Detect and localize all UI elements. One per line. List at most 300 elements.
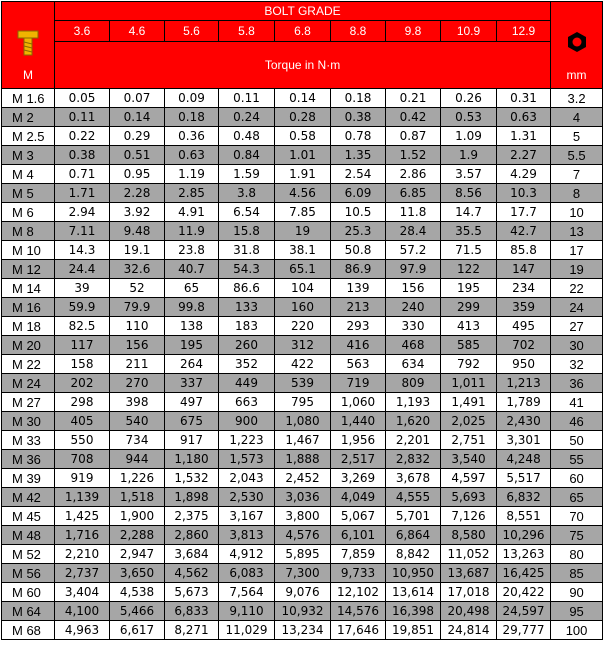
- torque-cell: 0.21: [386, 89, 441, 108]
- torque-cell: 1.9: [441, 146, 497, 165]
- torque-cell: 398: [110, 393, 165, 412]
- torque-cell: 337: [165, 374, 219, 393]
- torque-cell: 0.48: [219, 127, 275, 146]
- torque-cell: 211: [110, 355, 165, 374]
- torque-cell: 330: [386, 317, 441, 336]
- torque-cell: 0.11: [55, 108, 110, 127]
- torque-cell: 1.35: [331, 146, 386, 165]
- torque-cell: 12,102: [331, 583, 386, 602]
- torque-cell: 1,226: [110, 469, 165, 488]
- torque-cell: 10,950: [386, 564, 441, 583]
- table-row: [2, 583, 603, 602]
- torque-cell: 1,440: [331, 412, 386, 431]
- torque-cell: 3,813: [219, 526, 275, 545]
- torque-cell: 86.9: [331, 260, 386, 279]
- bolt-icon: [17, 30, 39, 56]
- torque-cell: 1,789: [497, 393, 551, 412]
- torque-cell: 6.09: [331, 184, 386, 203]
- bolt-size-cell: M 48: [2, 526, 55, 545]
- bolt-grade-header: BOLT GRADE: [55, 2, 551, 21]
- torque-cell: 0.29: [110, 127, 165, 146]
- torque-cell: 497: [165, 393, 219, 412]
- torque-table: [1, 1, 603, 640]
- torque-cell: 160: [275, 298, 331, 317]
- torque-cell: 20,422: [497, 583, 551, 602]
- torque-cell: 1,956: [331, 431, 386, 450]
- bolt-size-cell: M 18: [2, 317, 55, 336]
- bolt-size-cell: M 4: [2, 165, 55, 184]
- torque-cell: 16,425: [497, 564, 551, 583]
- wrench-size-cell: 85: [551, 564, 603, 583]
- torque-cell: 19.1: [110, 241, 165, 260]
- torque-cell: 234: [497, 279, 551, 298]
- bolt-size-cell: M 2.5: [2, 127, 55, 146]
- bolt-size-cell: M 64: [2, 602, 55, 621]
- torque-cell: 50.8: [331, 241, 386, 260]
- torque-cell: 5,067: [331, 507, 386, 526]
- bolt-size-cell: M 5: [2, 184, 55, 203]
- wrench-size-cell: 3.2: [551, 89, 603, 108]
- torque-cell: 795: [275, 393, 331, 412]
- torque-cell: 1.59: [219, 165, 275, 184]
- torque-cell: 3,036: [275, 488, 331, 507]
- torque-cell: 1,716: [55, 526, 110, 545]
- torque-cell: 293: [331, 317, 386, 336]
- torque-cell: 809: [386, 374, 441, 393]
- torque-cell: 413: [441, 317, 497, 336]
- torque-cell: 1.52: [386, 146, 441, 165]
- torque-cell: 1,573: [219, 450, 275, 469]
- grade-header-cell: 3.6: [55, 21, 110, 42]
- torque-cell: 734: [110, 431, 165, 450]
- torque-cell: 2,751: [441, 431, 497, 450]
- bolt-size-cell: M 12: [2, 260, 55, 279]
- table-row: [2, 488, 603, 507]
- torque-cell: 4,538: [110, 583, 165, 602]
- torque-cell: 270: [110, 374, 165, 393]
- torque-cell: 2,947: [110, 545, 165, 564]
- wrench-size-cell: 41: [551, 393, 603, 412]
- torque-cell: 539: [275, 374, 331, 393]
- torque-cell: 24,597: [497, 602, 551, 621]
- torque-cell: 5,466: [110, 602, 165, 621]
- torque-cell: 28.4: [386, 222, 441, 241]
- torque-cell: 0.63: [165, 146, 219, 165]
- bolt-size-cell: M 20: [2, 336, 55, 355]
- table-row: [2, 564, 603, 583]
- torque-cell: 1,011: [441, 374, 497, 393]
- grade-header-cell: 12.9: [497, 21, 551, 42]
- torque-cell: 13,263: [497, 545, 551, 564]
- torque-cell: 4,049: [331, 488, 386, 507]
- torque-cell: 0.09: [165, 89, 219, 108]
- torque-cell: 13,234: [275, 621, 331, 640]
- grade-header-cell: 9.8: [386, 21, 441, 42]
- torque-cell: 17,018: [441, 583, 497, 602]
- torque-cell: 0.87: [386, 127, 441, 146]
- torque-cell: 0.38: [331, 108, 386, 127]
- torque-cell: 919: [55, 469, 110, 488]
- torque-cell: 8,551: [497, 507, 551, 526]
- torque-cell: 1,467: [275, 431, 331, 450]
- wrench-size-cell: 32: [551, 355, 603, 374]
- torque-cell: 156: [386, 279, 441, 298]
- torque-cell: 1,900: [110, 507, 165, 526]
- grade-header-cell: 6.8: [275, 21, 331, 42]
- wrench-size-cell: 50: [551, 431, 603, 450]
- torque-cell: 6.85: [386, 184, 441, 203]
- wrench-size-cell: 17: [551, 241, 603, 260]
- torque-cell: 1.31: [497, 127, 551, 146]
- torque-cell: 7.11: [55, 222, 110, 241]
- torque-cell: 1,213: [497, 374, 551, 393]
- torque-cell: 1,620: [386, 412, 441, 431]
- torque-cell: 950: [497, 355, 551, 374]
- torque-cell: 3,800: [275, 507, 331, 526]
- torque-cell: 5,517: [497, 469, 551, 488]
- torque-cell: 563: [331, 355, 386, 374]
- torque-cell: 416: [331, 336, 386, 355]
- torque-cell: 139: [331, 279, 386, 298]
- torque-cell: 5,895: [275, 545, 331, 564]
- torque-cell: 2,530: [219, 488, 275, 507]
- wrench-size-cell: 95: [551, 602, 603, 621]
- table-row: [2, 431, 603, 450]
- torque-cell: 20,498: [441, 602, 497, 621]
- torque-cell: 3,404: [55, 583, 110, 602]
- table-row: [2, 602, 603, 621]
- table-row: [2, 298, 603, 317]
- torque-cell: 11.8: [386, 203, 441, 222]
- torque-cell: 468: [386, 336, 441, 355]
- torque-cell: 52: [110, 279, 165, 298]
- wrench-size-cell: 8: [551, 184, 603, 203]
- wrench-size-cell: 4: [551, 108, 603, 127]
- torque-cell: 4,562: [165, 564, 219, 583]
- table-row: [2, 545, 603, 564]
- torque-cell: 5,673: [165, 583, 219, 602]
- torque-cell: 585: [441, 336, 497, 355]
- torque-cell: 9,110: [219, 602, 275, 621]
- table-row: [2, 526, 603, 545]
- table-row: [2, 184, 603, 203]
- torque-cell: 13,614: [386, 583, 441, 602]
- torque-cell: 1.91: [275, 165, 331, 184]
- torque-cell: 792: [441, 355, 497, 374]
- torque-cell: 719: [331, 374, 386, 393]
- torque-cell: 0.14: [110, 108, 165, 127]
- torque-cell: 1,223: [219, 431, 275, 450]
- table-row: [2, 374, 603, 393]
- torque-cell: 195: [441, 279, 497, 298]
- torque-cell: 2.28: [110, 184, 165, 203]
- torque-cell: 4,912: [219, 545, 275, 564]
- torque-cell: 260: [219, 336, 275, 355]
- torque-cell: 0.22: [55, 127, 110, 146]
- table-row: [2, 412, 603, 431]
- torque-cell: 4.56: [275, 184, 331, 203]
- torque-cell: 405: [55, 412, 110, 431]
- torque-cell: 10,296: [497, 526, 551, 545]
- torque-cell: 708: [55, 450, 110, 469]
- table-row: [2, 241, 603, 260]
- torque-cell: 3,650: [110, 564, 165, 583]
- table-row: [2, 165, 603, 184]
- torque-cell: 79.9: [110, 298, 165, 317]
- table-row: [2, 393, 603, 412]
- torque-cell: 1,060: [331, 393, 386, 412]
- torque-cell: 9,076: [275, 583, 331, 602]
- torque-cell: 2,430: [497, 412, 551, 431]
- table-row: [2, 146, 603, 165]
- bolt-size-cell: M 14: [2, 279, 55, 298]
- torque-cell: 25.3: [331, 222, 386, 241]
- torque-cell: 7,300: [275, 564, 331, 583]
- bolt-size-cell: M 10: [2, 241, 55, 260]
- torque-cell: 122: [441, 260, 497, 279]
- torque-cell: 183: [219, 317, 275, 336]
- torque-cell: 4.91: [165, 203, 219, 222]
- wrench-size-cell: 5: [551, 127, 603, 146]
- torque-cell: 156: [110, 336, 165, 355]
- torque-cell: 13,687: [441, 564, 497, 583]
- bolt-size-cell: M 27: [2, 393, 55, 412]
- torque-cell: 24.4: [55, 260, 110, 279]
- torque-cell: 359: [497, 298, 551, 317]
- torque-cell: 23.8: [165, 241, 219, 260]
- wrench-size-cell: 55: [551, 450, 603, 469]
- torque-cell: 19,851: [386, 621, 441, 640]
- torque-cell: 57.2: [386, 241, 441, 260]
- torque-cell: 1,425: [55, 507, 110, 526]
- wrench-size-cell: 13: [551, 222, 603, 241]
- table-row: [2, 317, 603, 336]
- torque-cell: 8,271: [165, 621, 219, 640]
- torque-cell: 0.42: [386, 108, 441, 127]
- grade-header-cell: 4.6: [110, 21, 165, 42]
- torque-cell: 14,576: [331, 602, 386, 621]
- wrench-size-cell: 75: [551, 526, 603, 545]
- torque-cell: 40.7: [165, 260, 219, 279]
- torque-cell: 99.8: [165, 298, 219, 317]
- torque-cell: 0.78: [331, 127, 386, 146]
- torque-cell: 10.3: [497, 184, 551, 203]
- torque-cell: 10,932: [275, 602, 331, 621]
- torque-cell: 264: [165, 355, 219, 374]
- torque-cell: 6.54: [219, 203, 275, 222]
- table-row: [2, 450, 603, 469]
- torque-cell: 1.09: [441, 127, 497, 146]
- torque-cell: 14.7: [441, 203, 497, 222]
- torque-cell: 1,532: [165, 469, 219, 488]
- wrench-size-cell: 22: [551, 279, 603, 298]
- torque-cell: 42.7: [497, 222, 551, 241]
- torque-cell: 2.54: [331, 165, 386, 184]
- table-row: [2, 507, 603, 526]
- bolt-size-cell: M 16: [2, 298, 55, 317]
- torque-cell: 6,101: [331, 526, 386, 545]
- torque-cell: 38.1: [275, 241, 331, 260]
- grade-header-cell: 5.8: [219, 21, 275, 42]
- wrench-size-cell: 24: [551, 298, 603, 317]
- bolt-size-cell: M 52: [2, 545, 55, 564]
- torque-cell: 0.11: [219, 89, 275, 108]
- torque-cell: 71.5: [441, 241, 497, 260]
- torque-unit-label: Torque in N·m: [55, 42, 551, 89]
- torque-cell: 110: [110, 317, 165, 336]
- torque-cell: 3.92: [110, 203, 165, 222]
- torque-cell: 0.31: [497, 89, 551, 108]
- torque-cell: 1,518: [110, 488, 165, 507]
- torque-cell: 1,193: [386, 393, 441, 412]
- torque-cell: 352: [219, 355, 275, 374]
- hex-nut-icon: [567, 32, 587, 52]
- torque-cell: 3,269: [331, 469, 386, 488]
- wrench-size-cell: 5.5: [551, 146, 603, 165]
- torque-cell: 54.3: [219, 260, 275, 279]
- torque-cell: 17.7: [497, 203, 551, 222]
- torque-cell: 8,580: [441, 526, 497, 545]
- table-row: [2, 336, 603, 355]
- bolt-size-cell: M 60: [2, 583, 55, 602]
- torque-cell: 82.5: [55, 317, 110, 336]
- torque-cell: 2,452: [275, 469, 331, 488]
- torque-cell: 29,777: [497, 621, 551, 640]
- torque-cell: 86.6: [219, 279, 275, 298]
- torque-cell: 39: [55, 279, 110, 298]
- torque-cell: 7,564: [219, 583, 275, 602]
- torque-cell: 65: [165, 279, 219, 298]
- torque-cell: 4,576: [275, 526, 331, 545]
- bolt-size-cell: M 30: [2, 412, 55, 431]
- wrench-column-label: mm: [566, 68, 587, 82]
- torque-cell: 2.27: [497, 146, 551, 165]
- torque-cell: 2,288: [110, 526, 165, 545]
- table-row: [2, 279, 603, 298]
- torque-cell: 8.56: [441, 184, 497, 203]
- wrench-size-cell: 30: [551, 336, 603, 355]
- torque-cell: 0.38: [55, 146, 110, 165]
- torque-cell: 6,864: [386, 526, 441, 545]
- torque-cell: 59.9: [55, 298, 110, 317]
- torque-cell: 2,517: [331, 450, 386, 469]
- torque-cell: 2,210: [55, 545, 110, 564]
- torque-cell: 1.19: [165, 165, 219, 184]
- bolt-size-cell: M 42: [2, 488, 55, 507]
- torque-cell: 2.86: [386, 165, 441, 184]
- bolt-size-cell: M 24: [2, 374, 55, 393]
- torque-cell: 0.53: [441, 108, 497, 127]
- wrench-size-cell: 70: [551, 507, 603, 526]
- bolt-size-cell: M 39: [2, 469, 55, 488]
- torque-cell: 1.71: [55, 184, 110, 203]
- torque-cell: 0.05: [55, 89, 110, 108]
- table-row: [2, 260, 603, 279]
- torque-cell: 97.9: [386, 260, 441, 279]
- torque-cell: 4.29: [497, 165, 551, 184]
- torque-cell: 202: [55, 374, 110, 393]
- torque-cell: 1,491: [441, 393, 497, 412]
- table-row: [2, 108, 603, 127]
- table-body: [2, 89, 603, 640]
- torque-cell: 104: [275, 279, 331, 298]
- torque-cell: 2,375: [165, 507, 219, 526]
- torque-cell: 2,043: [219, 469, 275, 488]
- torque-cell: 17,646: [331, 621, 386, 640]
- torque-cell: 138: [165, 317, 219, 336]
- torque-cell: 0.84: [219, 146, 275, 165]
- wrench-column-header: [551, 2, 603, 89]
- torque-cell: 7,859: [331, 545, 386, 564]
- torque-cell: 11,052: [441, 545, 497, 564]
- torque-cell: 195: [165, 336, 219, 355]
- size-column-label: M: [23, 68, 33, 82]
- torque-cell: 5,701: [386, 507, 441, 526]
- torque-cell: 702: [497, 336, 551, 355]
- wrench-size-cell: 7: [551, 165, 603, 184]
- torque-cell: 16,398: [386, 602, 441, 621]
- torque-cell: 6,083: [219, 564, 275, 583]
- bolt-size-cell: M 56: [2, 564, 55, 583]
- torque-cell: 2,860: [165, 526, 219, 545]
- wrench-size-cell: 10: [551, 203, 603, 222]
- torque-cell: 7.85: [275, 203, 331, 222]
- torque-cell: 944: [110, 450, 165, 469]
- bolt-size-cell: M 6: [2, 203, 55, 222]
- torque-cell: 422: [275, 355, 331, 374]
- table-row: [2, 469, 603, 488]
- torque-cell: 6,833: [165, 602, 219, 621]
- torque-cell: 1,080: [275, 412, 331, 431]
- torque-cell: 634: [386, 355, 441, 374]
- torque-cell: 3,540: [441, 450, 497, 469]
- grade-header-cell: 10.9: [441, 21, 497, 42]
- torque-cell: 550: [55, 431, 110, 450]
- torque-cell: 3.57: [441, 165, 497, 184]
- torque-cell: 4,100: [55, 602, 110, 621]
- torque-cell: 10.5: [331, 203, 386, 222]
- torque-cell: 0.51: [110, 146, 165, 165]
- grade-header-cell: 8.8: [331, 21, 386, 42]
- torque-cell: 11,029: [219, 621, 275, 640]
- torque-cell: 2,832: [386, 450, 441, 469]
- wrench-size-cell: 27: [551, 317, 603, 336]
- bolt-size-cell: M 33: [2, 431, 55, 450]
- torque-cell: 0.63: [497, 108, 551, 127]
- torque-cell: 0.18: [165, 108, 219, 127]
- torque-cell: 3,301: [497, 431, 551, 450]
- torque-cell: 4,963: [55, 621, 110, 640]
- torque-cell: 4,555: [386, 488, 441, 507]
- torque-cell: 312: [275, 336, 331, 355]
- torque-cell: 1.01: [275, 146, 331, 165]
- torque-cell: 3,684: [165, 545, 219, 564]
- torque-cell: 2,201: [386, 431, 441, 450]
- bolt-size-cell: M 3: [2, 146, 55, 165]
- table-row: [2, 89, 603, 108]
- torque-cell: 147: [497, 260, 551, 279]
- torque-cell: 917: [165, 431, 219, 450]
- torque-cell: 7,126: [441, 507, 497, 526]
- table-row: [2, 355, 603, 374]
- torque-cell: 32.6: [110, 260, 165, 279]
- torque-cell: 3,678: [386, 469, 441, 488]
- torque-cell: 24,814: [441, 621, 497, 640]
- torque-cell: 4,248: [497, 450, 551, 469]
- torque-cell: 1,888: [275, 450, 331, 469]
- torque-cell: 2.85: [165, 184, 219, 203]
- bolt-size-cell: M 36: [2, 450, 55, 469]
